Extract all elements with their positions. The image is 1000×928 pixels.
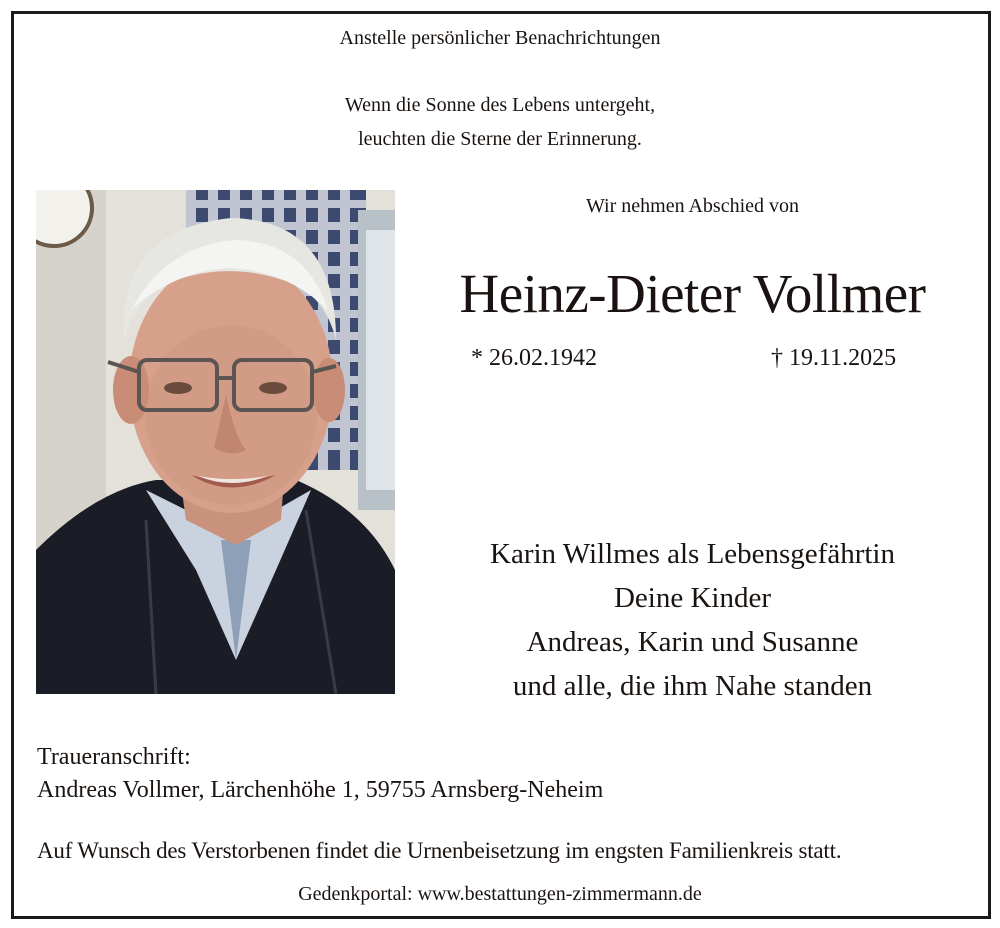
quote-line-1: Wenn die Sonne des Lebens untergeht, <box>344 94 656 116</box>
notice-header: Anstelle persönlicher Benachrichtungen <box>339 27 661 49</box>
address-label: Traueranschrift: <box>37 744 191 770</box>
mourners-list <box>405 532 980 708</box>
farewell-intro: Wir nehmen Abschied von <box>585 195 800 217</box>
mourner-line: Karin Willmes als Lebensgefährtin <box>490 538 895 570</box>
mourner-line: und alle, die ihm Nahe standen <box>512 670 873 702</box>
memorial-portal-footer: Gedenkportal: www.bestattungen-zimmermann.de <box>298 883 702 905</box>
quote-line-2: leuchten die Sterne der Erinnerung. <box>358 128 642 150</box>
address-line: Andreas Vollmer, Lärchenhöhe 1, 59755 Arnsberg-Neheim <box>37 777 604 803</box>
funeral-note: Auf Wunsch des Verstorbenen findet die Urnenbeisetzung im engsten Familienkreis statt. <box>37 838 842 863</box>
mourner-line: Andreas, Karin und Susanne <box>526 626 859 658</box>
birth-date: * 26.02.1942 <box>471 345 597 371</box>
portrait-photo <box>36 190 395 694</box>
deceased-name: Heinz-Dieter Vollmer <box>459 263 926 324</box>
mourner-line: Deine Kinder <box>613 582 772 614</box>
death-date: † 19.11.2025 <box>771 345 897 371</box>
